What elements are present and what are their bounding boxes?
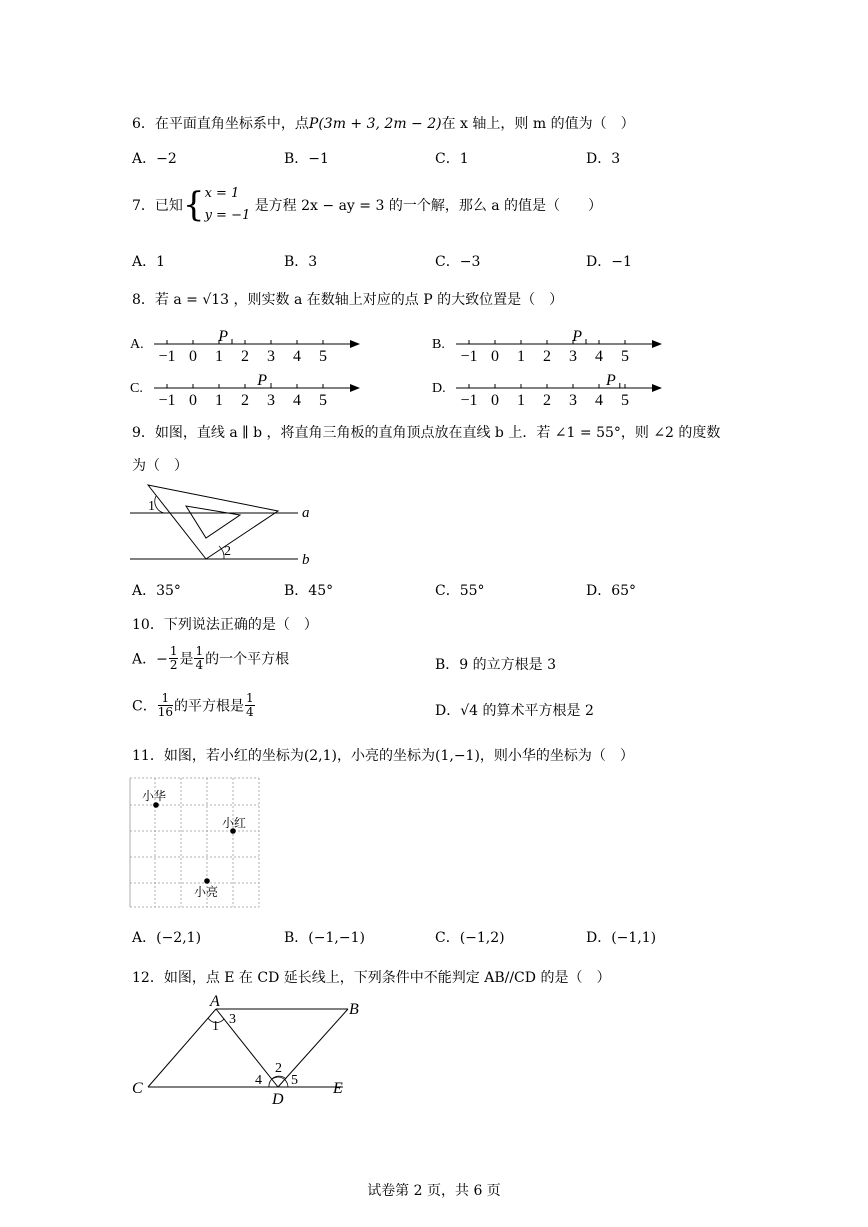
line-bd: [278, 1009, 348, 1087]
line-ad: [216, 1009, 278, 1087]
number-line-tick-label: 1: [517, 348, 525, 365]
number-line-arrow: [350, 340, 360, 348]
number-line-tick-label: 1: [215, 348, 223, 365]
q9-stem-line1: 9．如图，直线 a ∥ b ，将直角三角板的直角顶点放在直线 b 上．若 ∠1 = 55°，则 ∠2 的度数: [132, 425, 721, 441]
q7-option-a: A．1: [132, 254, 166, 270]
number-line-tick-label: −1: [460, 392, 478, 409]
q6-option-d: D．3: [586, 151, 621, 167]
number-line-tick-label: −1: [158, 348, 176, 365]
q6-point: P(3m + 3, 2m − 2): [308, 116, 442, 132]
q10-option-b: B．9 的立方根是 3: [435, 657, 557, 673]
q6-option-a: A．−2: [132, 151, 177, 167]
q11-option-a: A．(−2,1): [132, 930, 202, 946]
label-xiaoliang: 小亮: [194, 885, 219, 899]
number-line-tick-label: 2: [543, 348, 551, 365]
q9-option-c: C．55°: [435, 583, 485, 599]
q11-option-c: C．(−1,2): [435, 930, 505, 946]
q8-option-letter: B.: [432, 337, 445, 352]
q12-figure: [128, 990, 368, 1110]
label-angle1: 1: [148, 499, 155, 514]
triangle-outer: [148, 485, 278, 559]
q6-option-b: B．−1: [284, 151, 329, 167]
q7-option-c: C．−3: [435, 254, 481, 270]
number-line-tick-label: 2: [543, 392, 551, 409]
number-line-tick-label: 0: [189, 348, 197, 365]
q7-suffix: 是方程 2x − ay = 3 的一个解，那么 a 的值是（ ）: [254, 198, 603, 214]
label-D: D: [272, 1091, 284, 1108]
number-line-tick-label: 2: [241, 348, 249, 365]
number-line-tick-label: 4: [293, 392, 301, 409]
q11-stem: 11．如图，若小红的坐标为(2,1)，小亮的坐标为(1,−1)，则小华的坐标为（ ）: [132, 748, 634, 764]
q10-a-frac1-num: 1: [169, 644, 178, 658]
q7-option-b: B．3: [284, 254, 318, 270]
number-line-arrow: [652, 340, 662, 348]
q7-system: [205, 183, 251, 227]
q6-suffix: 在 x 轴上，则 m 的值为（ ）: [441, 116, 635, 132]
q10-c-mid: 的平方根是: [174, 698, 244, 715]
point-xiaoliang: [204, 878, 210, 884]
label-angle4: 4: [255, 1073, 262, 1088]
q10-c-frac1-num: 1: [158, 692, 173, 706]
number-line-tick-label: 3: [267, 348, 275, 365]
number-line-tick-label: 1: [517, 392, 525, 409]
label-a: a: [302, 505, 310, 521]
number-line-tick-label: 5: [319, 392, 327, 409]
q10-a-frac1-den: 2: [169, 658, 178, 672]
number-line-tick-label: 5: [319, 348, 327, 365]
point-p-label: P: [257, 372, 267, 389]
number-line-arrow: [652, 384, 662, 392]
number-line-tick-label: −1: [158, 392, 176, 409]
q10-a-frac1: [169, 645, 179, 672]
q9-figure: [128, 478, 328, 570]
q10-a-prefix: A．−: [132, 651, 168, 668]
point-xiaohua: [153, 802, 159, 808]
number-line-tick-label: 3: [267, 392, 275, 409]
label-B: B: [349, 1001, 359, 1018]
q11-grid-figure: [128, 776, 264, 910]
q8-stem: 8．若 a = √13 ，则实数 a 在数轴上对应的点 P 的大致位置是（ ）: [132, 292, 564, 308]
q9-stem-line2: 为（ ）: [132, 458, 188, 474]
page-footer: 试卷第 2 页，共 6 页: [367, 1183, 501, 1199]
q6-stem: [132, 113, 635, 133]
q12-stem: 12．如图，点 E 在 CD 延长线上，下列条件中不能判定 AB//CD 的是（ ）: [132, 970, 611, 986]
label-angle2: 2: [275, 1061, 282, 1076]
q10-option-d: D．√4 的算术平方根是 2: [435, 703, 594, 719]
q11-option-d: D．(−1,1): [586, 930, 657, 946]
q7-option-d: D．−1: [586, 254, 632, 270]
label-C: C: [132, 1080, 143, 1097]
label-angle1: 1: [212, 1019, 219, 1034]
number-line-tick-label: 0: [491, 348, 499, 365]
q10-option-c: [132, 692, 256, 719]
q10-a-frac2-den: 4: [195, 658, 204, 672]
q9-option-b: B．45°: [284, 583, 334, 599]
q10-a-frac2-num: 1: [195, 644, 204, 658]
q10-a-mid: 是: [179, 651, 194, 668]
q8-option-d-numberline: [432, 372, 662, 409]
triangle-inner: [186, 506, 240, 538]
label-xiaohua: 小华: [142, 789, 167, 803]
number-line-tick-label: 1: [215, 392, 223, 409]
point-p-label: P: [218, 328, 228, 345]
angle1-arc: [155, 496, 164, 513]
q10-a-frac2: [194, 645, 204, 672]
q8-option-a-numberline: [130, 328, 360, 365]
q7-brace: {: [182, 185, 205, 225]
q10-c-prefix: C．: [132, 698, 157, 715]
q10-c-frac1: [158, 692, 173, 719]
number-line-tick-label: −1: [460, 348, 478, 365]
label-b: b: [302, 552, 310, 568]
q6-prefix: 6．在平面直角坐标系中，点: [132, 116, 309, 132]
number-line-tick-label: 2: [241, 392, 249, 409]
q10-c-frac2-num: 1: [246, 691, 254, 705]
label-angle5: 5: [291, 1073, 298, 1088]
label-angle2: 2: [224, 544, 231, 559]
q8-option-letter: D.: [432, 381, 446, 396]
q7-stem: [132, 183, 602, 227]
label-xiaohong: 小红: [222, 816, 247, 830]
label-E: E: [333, 1080, 343, 1097]
q7-system-bottom: y = −1: [204, 208, 251, 223]
q10-stem: 10．下列说法正确的是（ ）: [132, 617, 318, 633]
number-line-tick-label: 5: [621, 392, 629, 409]
q8-option-b-numberline: [432, 328, 662, 365]
number-line-tick-label: 3: [569, 348, 577, 365]
q8-option-letter: A.: [130, 337, 144, 352]
q10-c-frac2-den: 4: [246, 705, 254, 719]
q7-system-top: x = 1: [204, 186, 240, 201]
q7-prefix: 7．已知: [132, 198, 183, 214]
number-line-tick-label: 0: [189, 392, 197, 409]
point-p-label: P: [606, 372, 616, 389]
q10-option-a: [132, 645, 289, 672]
number-line-arrow: [350, 384, 360, 392]
q9-option-d: D．65°: [586, 583, 637, 599]
q8-option-letter: C.: [130, 381, 143, 396]
q10-a-suffix: 的一个平方根: [205, 651, 290, 668]
q10-c-frac1-den: 16: [157, 705, 173, 719]
q8-option-c-numberline: [130, 372, 360, 409]
label-A: A: [210, 993, 220, 1010]
point-p-label: P: [572, 328, 582, 345]
line-ac: [148, 1009, 216, 1087]
number-line-tick-label: 3: [569, 392, 577, 409]
q10-c-frac2: [245, 692, 255, 719]
q9-option-a: A．35°: [132, 583, 181, 599]
number-line-tick-label: 4: [293, 348, 301, 365]
number-line-tick-label: 5: [621, 348, 629, 365]
q6-option-c: C．1: [435, 151, 469, 167]
number-line-tick-label: 4: [595, 392, 603, 409]
number-line-tick-label: 0: [491, 392, 499, 409]
label-angle3: 3: [229, 1012, 236, 1027]
q11-option-b: B．(−1,−1): [284, 930, 365, 946]
number-line-tick-label: 4: [595, 348, 603, 365]
q8-number-lines: [130, 318, 850, 410]
